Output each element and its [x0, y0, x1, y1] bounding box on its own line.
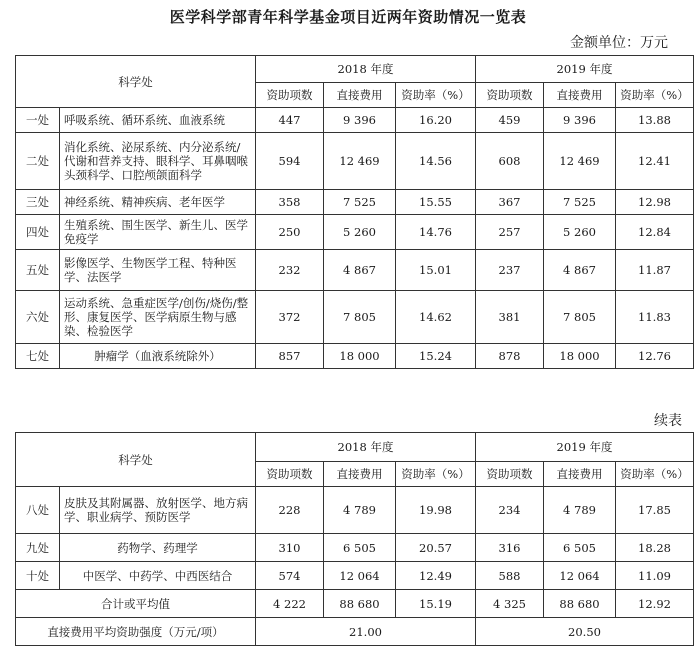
header-cost-2018: 直接费用: [324, 462, 396, 487]
rate-2019-cell: 18.28: [616, 534, 694, 562]
system-cell: 消化系统、泌尿系统、内分泌系统/代谢和营养支持、眼科学、耳鼻咽喉头颈科学、口腔颅颌面科学: [60, 133, 256, 190]
header-count-2019: 资助项数: [476, 462, 544, 487]
count-2018-cell: 232: [256, 250, 324, 291]
cost-2018-cell: 4 789: [324, 487, 396, 534]
header-count-2019: 资助项数: [476, 83, 544, 108]
page-title: 医学科学部青年科学基金项目近两年资助情况一览表: [169, 8, 527, 26]
count-2018-cell: 228: [256, 487, 324, 534]
count-2019-cell: 234: [476, 487, 544, 534]
dept-cell: 八处: [16, 487, 60, 534]
system-cell: 皮肤及其附属器、放射医学、地方病学、职业病学、预防医学: [60, 487, 256, 534]
cost-2018-cell: 12 064: [324, 562, 396, 590]
count-2018-cell: 857: [256, 344, 324, 369]
rate-2018-cell: 14.56: [396, 133, 476, 190]
cost-2018-cell: 4 867: [324, 250, 396, 291]
dept-cell: 五处: [16, 250, 60, 291]
rate-2019-cell: 11.83: [616, 291, 694, 344]
count-2019-cell: 878: [476, 344, 544, 369]
rate-2018-cell: 14.62: [396, 291, 476, 344]
count-2019-cell: 316: [476, 534, 544, 562]
cost-2018-cell: 7 805: [324, 291, 396, 344]
rate-2019-cell: 13.88: [616, 108, 694, 133]
funding-table-part2: [15, 432, 694, 646]
system-cell: 神经系统、精神疾病、老年医学: [60, 190, 256, 215]
count-2019-cell: 237: [476, 250, 544, 291]
table-row: [16, 215, 694, 250]
cost-2019-cell: 7 525: [544, 190, 616, 215]
table-row: [16, 133, 694, 190]
system-cell: 中医学、中药学、中西医结合: [60, 562, 256, 590]
dept-cell: 四处: [16, 215, 60, 250]
cost-2019-cell: 7 805: [544, 291, 616, 344]
count-2019-cell: 381: [476, 291, 544, 344]
system-cell: 影像医学、生物医学工程、特种医学、法医学: [60, 250, 256, 291]
cost-2019-cell: 12 469: [544, 133, 616, 190]
table-row: [16, 190, 694, 215]
system-cell: 呼吸系统、循环系统、血液系统: [60, 108, 256, 133]
total-row: [16, 590, 694, 618]
intensity-2019-cell: 20.50: [476, 618, 694, 646]
dept-cell: 二处: [16, 133, 60, 190]
cost-2019-cell: 18 000: [544, 344, 616, 369]
rate-2018-cell: 16.20: [396, 108, 476, 133]
total-label: 合计或平均值: [16, 590, 256, 618]
system-cell: 药物学、药理学: [60, 534, 256, 562]
count-2019-cell: 367: [476, 190, 544, 215]
intensity-row: [16, 618, 694, 646]
unit-label: 金额单位：万元: [570, 35, 668, 51]
header-year-2018: 2018 年度: [256, 56, 476, 83]
count-2019-cell: 257: [476, 215, 544, 250]
rate-2019-cell: 12.98: [616, 190, 694, 215]
system-cell: 生殖系统、围生医学、新生儿、医学免疫学: [60, 215, 256, 250]
cost-2018-cell: 88 680: [324, 590, 396, 618]
dept-cell: 七处: [16, 344, 60, 369]
count-2018-cell: 372: [256, 291, 324, 344]
header-year-2019: 2019 年度: [476, 56, 694, 83]
dept-cell: 六处: [16, 291, 60, 344]
header-count-2018: 资助项数: [256, 83, 324, 108]
table-row: [16, 534, 694, 562]
header-cost-2019: 直接费用: [544, 83, 616, 108]
rate-2018-cell: 15.55: [396, 190, 476, 215]
cost-2018-cell: 6 505: [324, 534, 396, 562]
cost-2019-cell: 4 789: [544, 487, 616, 534]
header-dept: 科学处: [16, 56, 256, 108]
rate-2019-cell: 12.84: [616, 215, 694, 250]
table-row: [16, 487, 694, 534]
rate-2018-cell: 14.76: [396, 215, 476, 250]
cost-2018-cell: 5 260: [324, 215, 396, 250]
count-2018-cell: 358: [256, 190, 324, 215]
rate-2018-cell: 15.01: [396, 250, 476, 291]
count-2019-cell: 608: [476, 133, 544, 190]
continued-label: 续表: [654, 413, 682, 429]
cost-2019-cell: 5 260: [544, 215, 616, 250]
count-2018-cell: 310: [256, 534, 324, 562]
rate-2018-cell: 19.98: [396, 487, 476, 534]
rate-2019-cell: 11.09: [616, 562, 694, 590]
rate-2019-cell: 12.76: [616, 344, 694, 369]
header-rate-2019: 资助率（%）: [616, 462, 694, 487]
rate-2018-cell: 12.49: [396, 562, 476, 590]
dept-cell: 一处: [16, 108, 60, 133]
intensity-label: 直接费用平均资助强度（万元/项）: [16, 618, 256, 646]
count-2019-cell: 588: [476, 562, 544, 590]
header-year-2019: 2019 年度: [476, 433, 694, 462]
count-2018-cell: 250: [256, 215, 324, 250]
cost-2018-cell: 9 396: [324, 108, 396, 133]
rate-2019-cell: 12.92: [616, 590, 694, 618]
header-count-2018: 资助项数: [256, 462, 324, 487]
dept-cell: 十处: [16, 562, 60, 590]
intensity-2018-cell: 21.00: [256, 618, 476, 646]
header-rate-2018: 资助率（%）: [396, 83, 476, 108]
table-row: [16, 250, 694, 291]
table-row: [16, 108, 694, 133]
count-2018-cell: 447: [256, 108, 324, 133]
count-2018-cell: 594: [256, 133, 324, 190]
rate-2018-cell: 15.24: [396, 344, 476, 369]
cost-2019-cell: 6 505: [544, 534, 616, 562]
table-row: [16, 291, 694, 344]
header-rate-2018: 资助率（%）: [396, 462, 476, 487]
cost-2019-cell: 88 680: [544, 590, 616, 618]
cost-2018-cell: 18 000: [324, 344, 396, 369]
rate-2018-cell: 15.19: [396, 590, 476, 618]
header-cost-2019: 直接费用: [544, 462, 616, 487]
header-cost-2018: 直接费用: [324, 83, 396, 108]
cost-2018-cell: 7 525: [324, 190, 396, 215]
system-cell: 肿瘤学（血液系统除外）: [60, 344, 256, 369]
table-row: [16, 344, 694, 369]
cost-2019-cell: 9 396: [544, 108, 616, 133]
dept-cell: 三处: [16, 190, 60, 215]
count-2019-cell: 459: [476, 108, 544, 133]
header-rate-2019: 资助率（%）: [616, 83, 694, 108]
funding-table-part1: [15, 55, 694, 369]
rate-2018-cell: 20.57: [396, 534, 476, 562]
cost-2019-cell: 12 064: [544, 562, 616, 590]
header-year-2018: 2018 年度: [256, 433, 476, 462]
table-row: [16, 562, 694, 590]
dept-cell: 九处: [16, 534, 60, 562]
rate-2019-cell: 17.85: [616, 487, 694, 534]
header-dept: 科学处: [16, 433, 256, 487]
system-cell: 运动系统、急重症医学/创伤/烧伤/整形、康复医学、医学病原生物与感染、检验医学: [60, 291, 256, 344]
cost-2018-cell: 12 469: [324, 133, 396, 190]
count-2018-cell: 4 222: [256, 590, 324, 618]
cost-2019-cell: 4 867: [544, 250, 616, 291]
count-2019-cell: 4 325: [476, 590, 544, 618]
rate-2019-cell: 12.41: [616, 133, 694, 190]
rate-2019-cell: 11.87: [616, 250, 694, 291]
count-2018-cell: 574: [256, 562, 324, 590]
